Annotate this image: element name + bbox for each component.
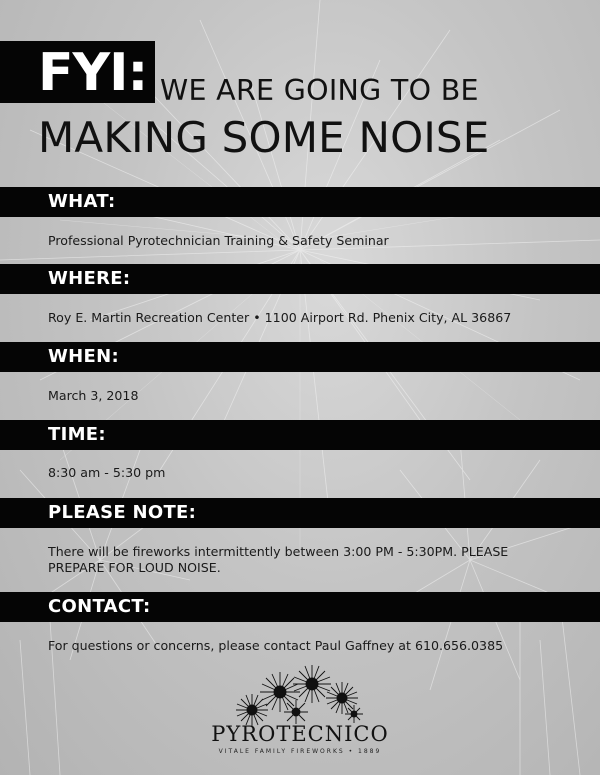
section-label-when: WHEN: <box>48 346 119 367</box>
section-text-where: Roy E. Martin Recreation Center • 1100 Airport Rd. Phenix City, AL 36867 <box>48 310 512 325</box>
section-label-where: WHERE: <box>48 268 131 289</box>
section-bar-time <box>0 420 600 450</box>
section-bar-please-note <box>0 498 600 528</box>
section-text-what: Professional Pyrotechnician Training & Safety Seminar <box>48 233 389 248</box>
section-bar-when <box>0 342 600 372</box>
section-bar-contact <box>0 592 600 622</box>
headline-line-1: WE ARE GOING TO BE <box>160 74 479 107</box>
section-text-when: March 3, 2018 <box>48 388 139 403</box>
pyrotecnico-logo-icon <box>220 662 380 772</box>
section-text-please-note-2: PREPARE FOR LOUD NOISE. <box>48 560 221 575</box>
section-text-time: 8:30 am - 5:30 pm <box>48 465 166 480</box>
logo-wordmark: PYROTECNICO <box>211 722 389 746</box>
section-label-what: WHAT: <box>48 191 116 212</box>
section-label-contact: CONTACT: <box>48 596 151 617</box>
section-text-please-note-1: There will be fireworks intermittently between 3:00 PM - 5:30PM. PLEASE <box>48 544 509 559</box>
section-label-please-note: PLEASE NOTE: <box>48 502 197 523</box>
fyi-label: FYI: <box>38 43 148 103</box>
section-bar-where <box>0 264 600 294</box>
section-label-time: TIME: <box>48 424 106 445</box>
headline-line-2: MAKING SOME NOISE <box>38 113 490 162</box>
logo-tagline: VITALE FAMILY FIREWORKS • 1889 <box>218 748 382 755</box>
section-text-contact: For questions or concerns, please contact Paul Gaffney at 610.656.0385 <box>48 638 504 653</box>
section-bar-what <box>0 187 600 217</box>
